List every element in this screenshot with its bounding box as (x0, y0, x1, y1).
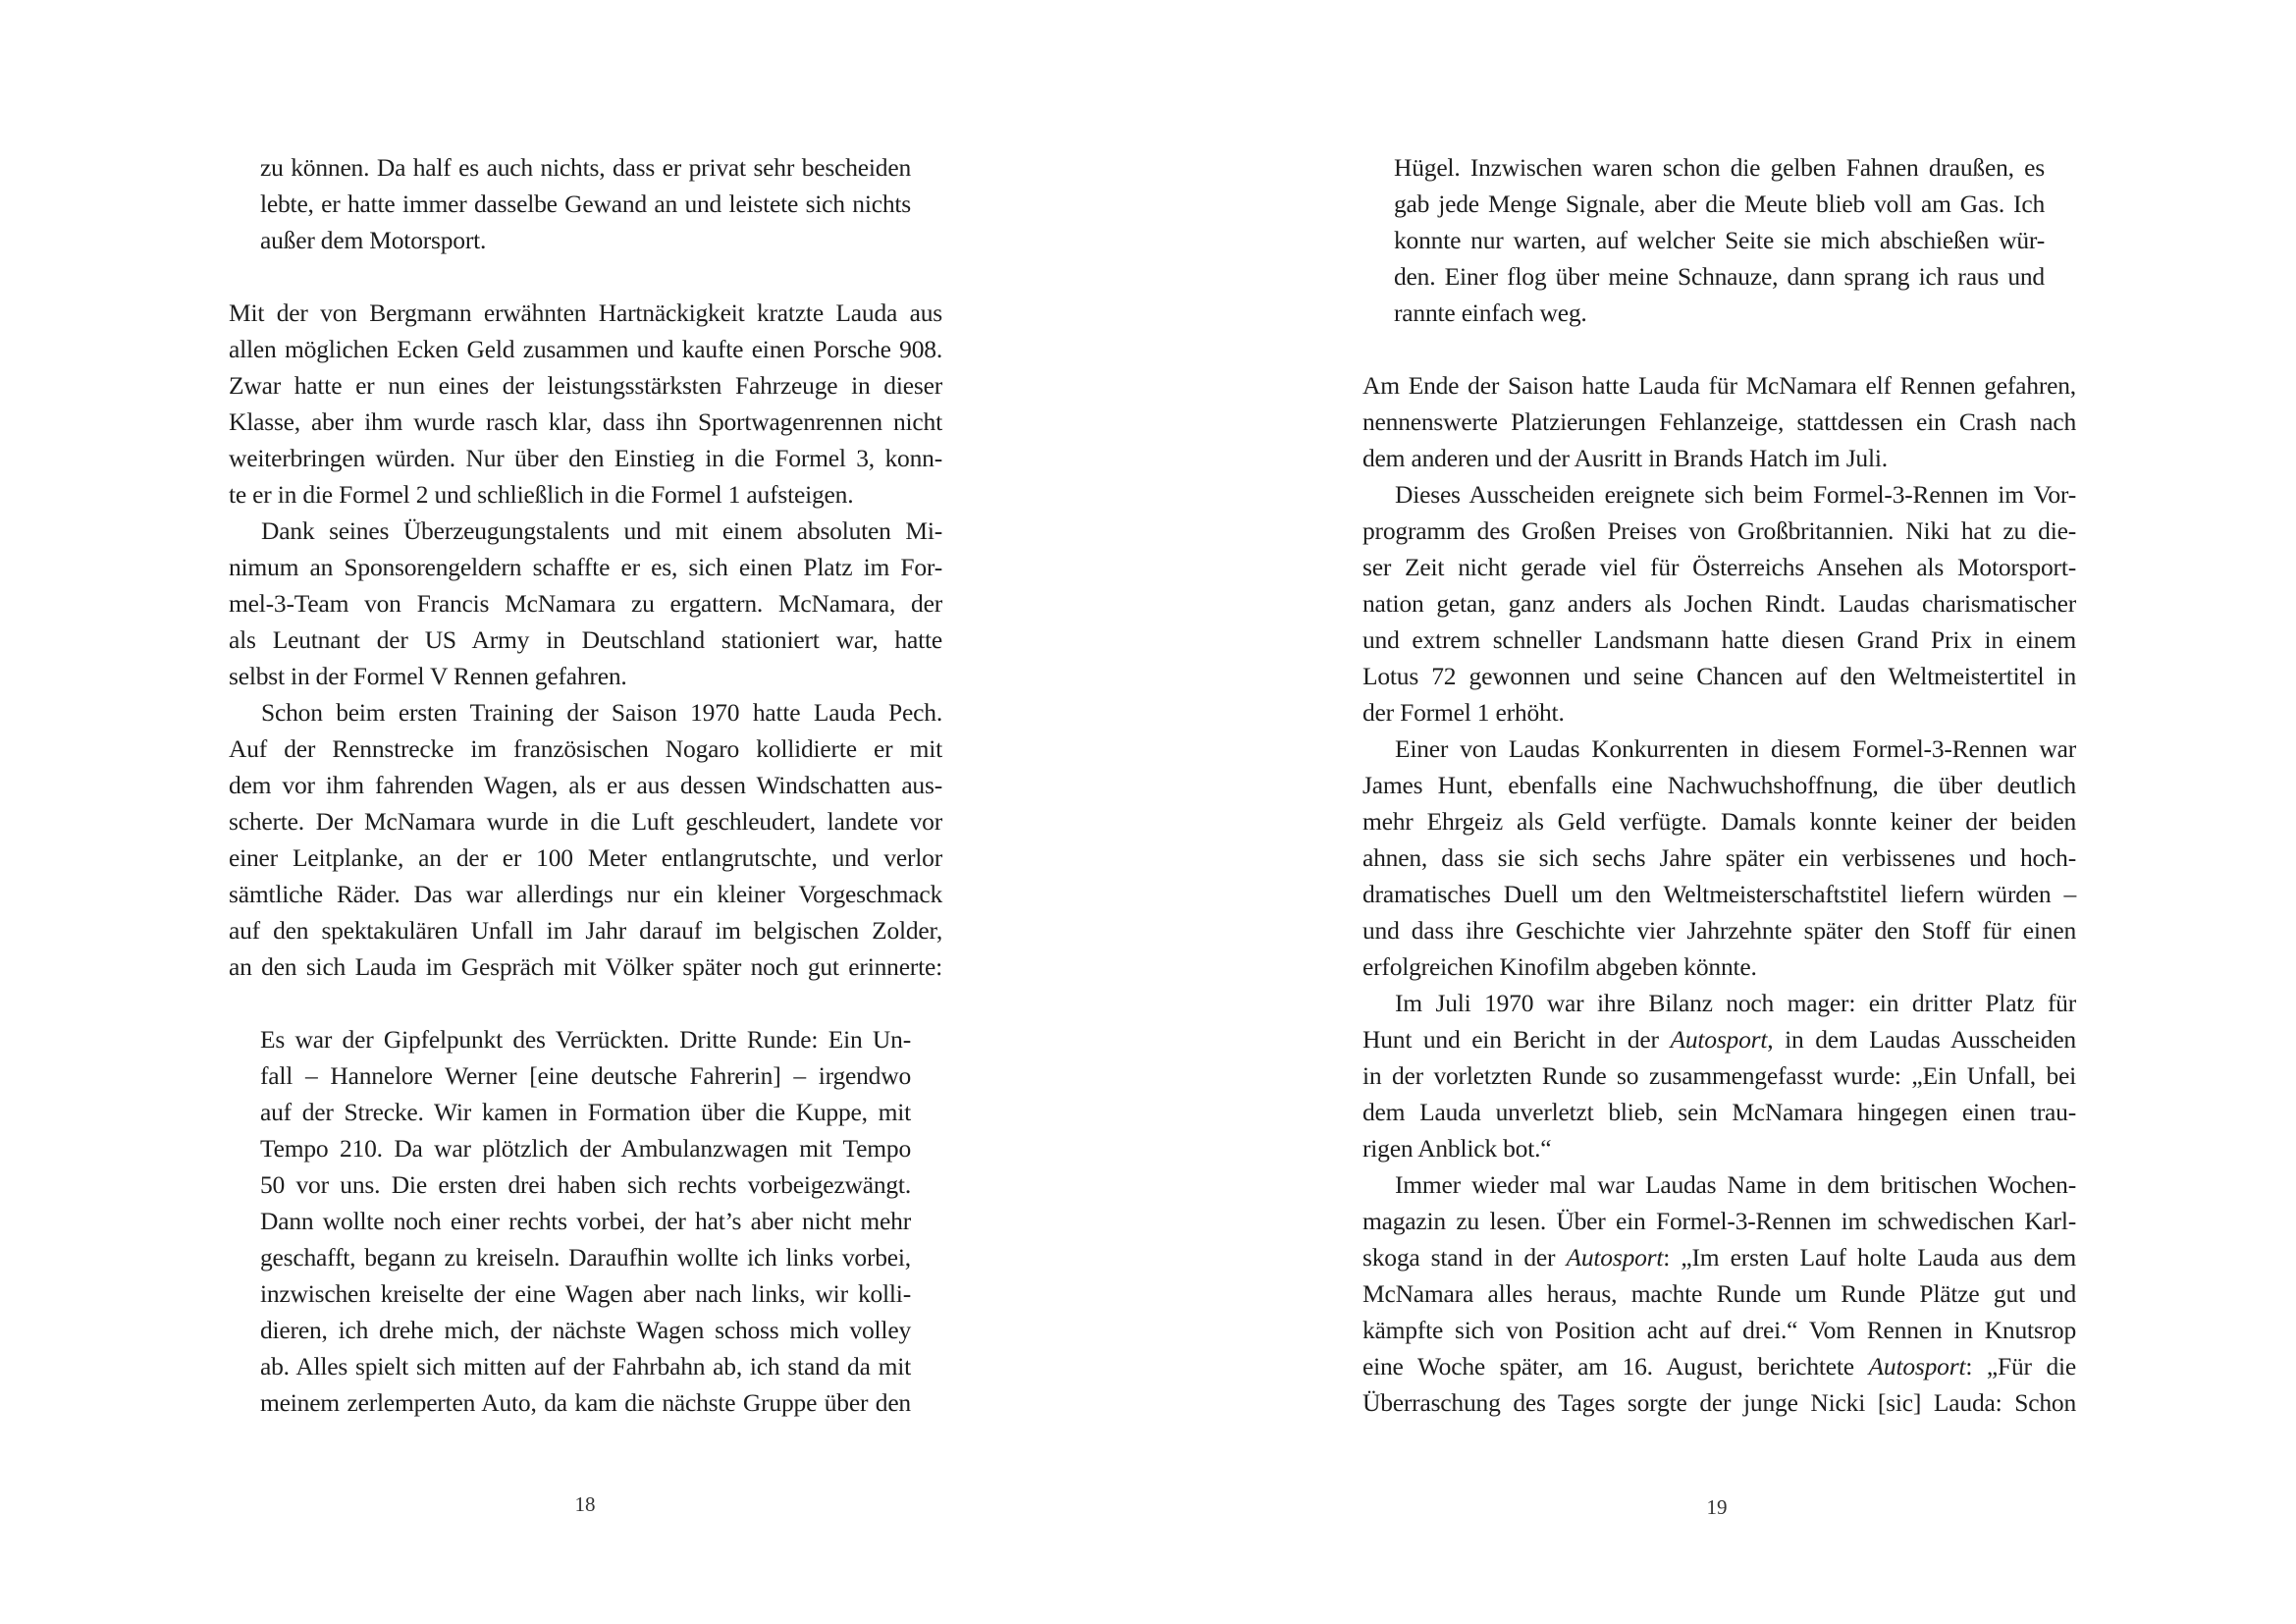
text-line: erfolgreichen Kinofilm abgeben könnte. (1362, 952, 1757, 981)
right-page-text (1362, 149, 2076, 1421)
text-line: ahnen, dass sie sich sechs Jahre später ein verbissenes und hoch- (1362, 843, 2076, 872)
text-line: Lotus 72 gewonnen und seine Chancen auf den Weltmeistertitel in (1362, 662, 2076, 690)
text-line: nation getan, ganz anders als Jochen Rindt. Laudas charismatischer (1362, 589, 2076, 618)
text-line: Schon beim ersten Training der Saison 1970 hatte Lauda Pech. (261, 698, 942, 727)
text-line: Hügel. Inzwischen waren schon die gelben Fahnen draußen, es (1394, 153, 2045, 182)
text-line: Immer wieder mal war Laudas Name in dem britischen Wochen- (1395, 1170, 2076, 1199)
body-text (1362, 367, 2076, 1421)
text-line: einer Leitplanke, an der er 100 Meter entlangrutschte, und verlor (229, 843, 942, 872)
text-line: dem anderen und der Ausritt in Brands Hatch im Juli. (1362, 444, 1888, 472)
text-line: und extrem schneller Landsmann hatte diesen Grand Prix in einem (1362, 625, 2076, 654)
text-line: scherte. Der McNamara wurde in die Luft geschleudert, landete vor (229, 807, 942, 836)
paragraph (260, 1021, 911, 1421)
text-line (1362, 1348, 2076, 1384)
text-line: Tempo 210. Da war plötzlich der Ambulanzwagen mit Tempo (260, 1134, 911, 1163)
text-line: selbst in der Formel V Rennen gefahren. (229, 662, 627, 690)
text-line: fall – Hannelore Werner [eine deutsche Fahrerin] – irgendwo (260, 1061, 911, 1090)
text-line: programm des Großen Preises von Großbritannien. Niki hat zu die- (1362, 516, 2076, 545)
body-text (229, 295, 942, 985)
paragraph (229, 513, 942, 694)
text-line: rannte einfach weg. (1394, 298, 1587, 327)
text-line: zu können. Da half es auch nichts, dass er privat sehr bescheiden (260, 153, 911, 182)
text-line: ab. Alles spielt sich mitten auf der Fahrbahn ab, ich stand da mit (260, 1352, 911, 1380)
text-line: meinem zerlemperten Auto, da kam die nächste Gruppe über den (260, 1388, 911, 1417)
block-quote (1394, 149, 2045, 331)
text-line: kämpfte sich von Position acht auf drei.“ Vom Rennen in Knutsrop (1362, 1316, 2076, 1344)
italic-title: Autosport (1868, 1352, 1966, 1380)
left-page-text (229, 149, 942, 1421)
paragraph (1362, 985, 2076, 1166)
text-line: Klasse, aber ihm wurde rasch klar, dass ihn Sportwagenrennen nicht (229, 407, 942, 436)
text-line: inzwischen kreiselte der eine Wagen aber nach links, wir kolli- (260, 1279, 911, 1308)
paragraph (1362, 731, 2076, 985)
block-quote (260, 149, 911, 258)
paragraph (1362, 1166, 2076, 1421)
text-segment: Hunt und ein Bericht in der (1362, 1025, 1671, 1054)
text-line: in der vorletzten Runde so zusammengefasst wurde: „Ein Unfall, bei (1362, 1061, 2076, 1090)
text-line: ser Zeit nicht gerade viel für Österreichs Ansehen als Motorsport- (1362, 553, 2076, 581)
text-line: der Formel 1 erhöht. (1362, 698, 1565, 727)
text-line: auf den spektakulären Unfall im Jahr darauf im belgischen Zolder, (229, 916, 942, 945)
text-line: McNamara alles heraus, machte Runde um Runde Plätze gut und (1362, 1279, 2076, 1308)
text-segment: , in dem Laudas Ausscheiden (1767, 1025, 2076, 1054)
text-line: Überraschung des Tages sorgte der junge Nicki [sic] Lauda: Schon (1362, 1388, 2076, 1417)
text-line: lebte, er hatte immer dasselbe Gewand an und leistete sich nichts (260, 189, 911, 218)
paragraph (1362, 367, 2076, 476)
text-segment: skoga stand in der (1362, 1243, 1567, 1272)
text-line (1362, 1021, 2076, 1057)
italic-title: Autosport (1566, 1243, 1664, 1272)
text-line: Dann wollte noch einer rechts vorbei, der hat’s aber nicht mehr (260, 1207, 911, 1235)
text-line: weiterbringen würden. Nur über den Einstieg in die Formel 3, konn- (229, 444, 942, 472)
paragraph (260, 149, 911, 258)
text-line: Einer von Laudas Konkurrenten in diesem Formel-3-Rennen war (1395, 734, 2076, 763)
text-segment: eine Woche später, am 16. August, berichtete (1362, 1352, 1869, 1380)
text-line: als Leutnant der US Army in Deutschland stationiert war, hatte (229, 625, 942, 654)
text-line: Es war der Gipfelpunkt des Verrückten. Dritte Runde: Ein Un- (260, 1025, 911, 1054)
paragraph (1362, 476, 2076, 731)
text-line: Im Juli 1970 war ihre Bilanz noch mager: ein dritter Platz für (1395, 989, 2076, 1017)
text-line: mel-3-Team von Francis McNamara zu ergattern. McNamara, der (229, 589, 942, 618)
text-line: James Hunt, ebenfalls eine Nachwuchshoffnung, die über deutlich (1362, 771, 2076, 799)
page-number-left: 18 (574, 1492, 596, 1516)
paragraph (229, 694, 942, 985)
text-line: rigen Anblick bot.“ (1362, 1134, 1552, 1163)
text-line: dem vor ihm fahrenden Wagen, als er aus dessen Windschatten aus- (229, 771, 942, 799)
text-line: dramatisches Duell um den Weltmeisterschaftstitel liefern würden – (1362, 880, 2076, 908)
text-line: und dass ihre Geschichte vier Jahrzehnte später den Stoff für einen (1362, 916, 2076, 945)
text-line: gab jede Menge Signale, aber die Meute blieb voll am Gas. Ich (1394, 189, 2045, 218)
text-line: sämtliche Räder. Das war allerdings nur ein kleiner Vorgeschmack (229, 880, 942, 908)
text-line: konnte nur warten, auf welcher Seite sie mich abschießen wür- (1394, 226, 2045, 254)
text-line (1362, 1239, 2076, 1275)
text-line: außer dem Motorsport. (260, 226, 487, 254)
block-quote (260, 1021, 911, 1421)
text-line: Mit der von Bergmann erwähnten Hartnäckigkeit kratzte Lauda aus (229, 298, 942, 327)
text-line: nimum an Sponsorengeldern schaffte er es, sich einen Platz im For- (229, 553, 942, 581)
text-segment: : „Im ersten Lauf holte Lauda aus dem (1663, 1243, 2076, 1272)
paragraph (1394, 149, 2045, 331)
text-line: dieren, ich drehe mich, der nächste Wagen schoss mich volley (260, 1316, 911, 1344)
text-line: an den sich Lauda im Gespräch mit Völker später noch gut erinnerte: (229, 952, 942, 981)
text-line: magazin zu lesen. Über ein Formel-3-Rennen im schwedischen Karl- (1362, 1207, 2076, 1235)
text-segment: : „Für die (1965, 1352, 2076, 1380)
text-line: te er in die Formel 2 und schließlich in die Formel 1 aufsteigen. (229, 480, 854, 509)
text-line: mehr Ehrgeiz als Geld verfügte. Damals konnte keiner der beiden (1362, 807, 2076, 836)
text-line: auf der Strecke. Wir kamen in Formation über die Kuppe, mit (260, 1098, 911, 1126)
text-line: Dank seines Überzeugungstalents und mit einem absoluten Mi- (261, 516, 942, 545)
text-line: 50 vor uns. Die ersten drei haben sich rechts vorbeigezwängt. (260, 1170, 911, 1199)
text-line: den. Einer flog über meine Schnauze, dann sprang ich raus und (1394, 262, 2045, 291)
text-line: Dieses Ausscheiden ereignete sich beim Formel-3-Rennen im Vor- (1395, 480, 2076, 509)
paragraph (229, 295, 942, 513)
text-line: Am Ende der Saison hatte Lauda für McNamara elf Rennen gefahren, (1362, 371, 2076, 400)
text-line: geschafft, begann zu kreiseln. Daraufhin wollte ich links vorbei, (260, 1243, 911, 1272)
text-line: dem Lauda unverletzt blieb, sein McNamara hingegen einen trau- (1362, 1098, 2076, 1126)
page-number-right: 19 (1706, 1495, 1728, 1519)
text-line: Zwar hatte er nun eines der leistungsstärksten Fahrzeuge in dieser (229, 371, 942, 400)
italic-title: Autosport (1670, 1025, 1768, 1054)
text-line: Auf der Rennstrecke im französischen Nogaro kollidierte er mit (229, 734, 942, 763)
text-line: allen möglichen Ecken Geld zusammen und kaufte einen Porsche 908. (229, 335, 942, 363)
text-line: nennenswerte Platzierungen Fehlanzeige, stattdessen ein Crash nach (1362, 407, 2076, 436)
